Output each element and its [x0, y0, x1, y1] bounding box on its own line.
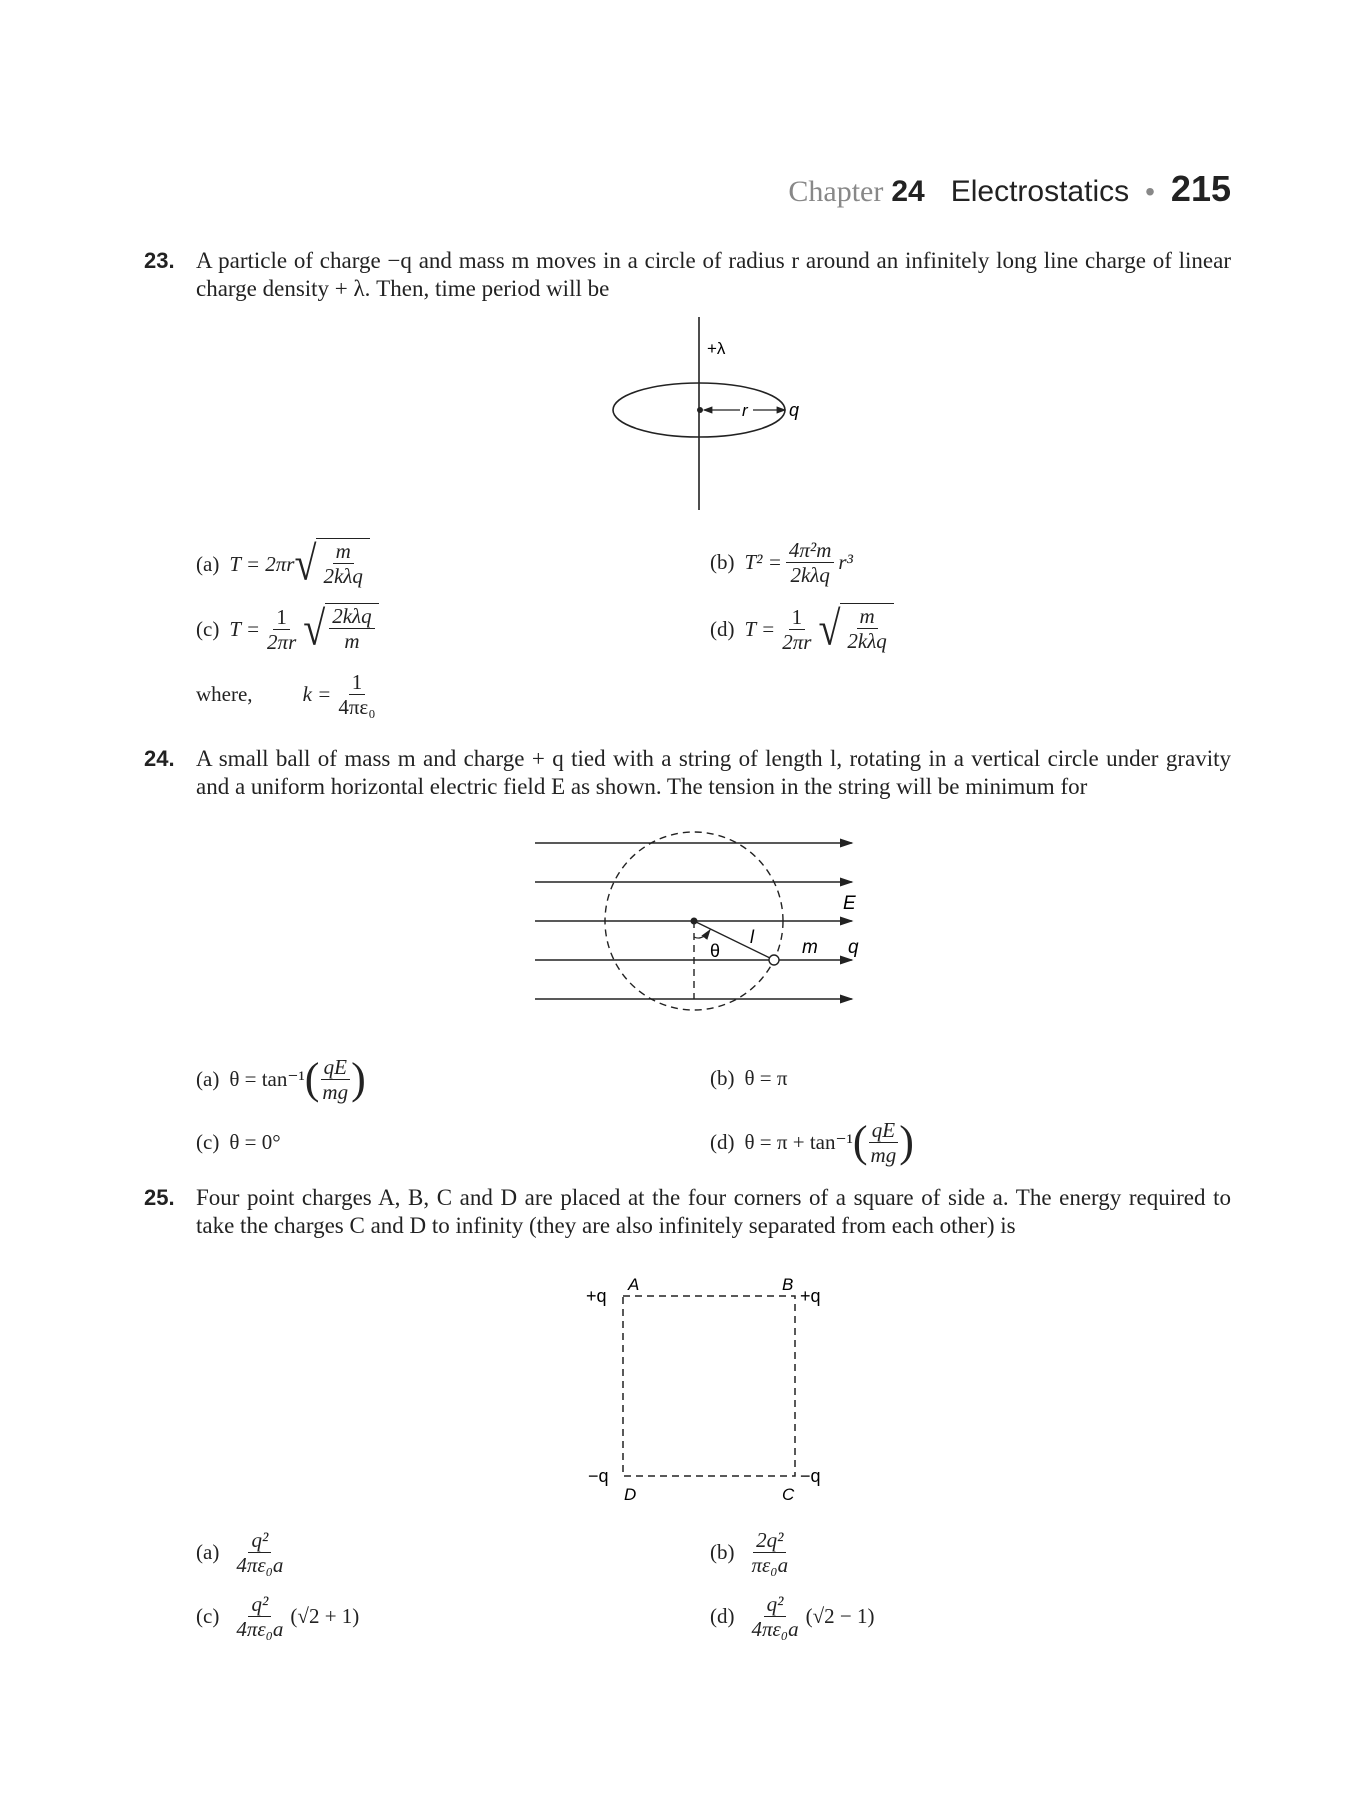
numerator: q²	[248, 1528, 271, 1553]
square-root: √ $\frac{m}{\text{2kλq}}$	[818, 603, 893, 655]
page-number: 215	[1170, 168, 1231, 209]
angle-arc	[694, 930, 710, 938]
string	[694, 921, 774, 960]
charge-label: q	[848, 937, 859, 958]
chapter-number: 24	[891, 175, 925, 208]
charge-d: −q	[588, 1466, 609, 1486]
numerator: m	[857, 604, 878, 629]
option-a[interactable]: (a) θ = tan⁻¹ ( $\frac{qE}{mg}$ )	[196, 1054, 366, 1104]
dashed-square	[623, 1296, 795, 1476]
formula-lhs: θ = 0°	[229, 1130, 281, 1154]
formula-lhs: T² =	[744, 550, 782, 574]
label-b: B	[782, 1275, 794, 1294]
option-label: (c)	[196, 616, 220, 641]
square-root: √ $\frac{\text{2kλq}}{m}$	[303, 603, 378, 655]
option-b[interactable]	[710, 1066, 788, 1091]
option-label: (b)	[710, 1540, 735, 1564]
formula-lhs: θ = π + tan⁻¹	[744, 1129, 853, 1154]
label-d: D	[624, 1485, 637, 1504]
option-label: (d)	[710, 616, 735, 641]
option-label: (b)	[710, 1066, 735, 1090]
formula-lhs: T = 2πr	[229, 551, 295, 576]
label-a: A	[628, 1275, 640, 1294]
option-c[interactable]	[196, 603, 379, 655]
charge-a: +q	[586, 1286, 607, 1306]
line-charge-figure	[600, 310, 820, 515]
option-label: (d)	[710, 1129, 735, 1154]
numerator: 4π²m	[786, 538, 834, 563]
denominator: m	[344, 629, 360, 653]
numerator: qE	[321, 1055, 350, 1080]
denominator: 2πr	[782, 629, 812, 654]
denominator: 4πε₀a	[751, 1617, 799, 1641]
charge-b: +q	[800, 1286, 821, 1306]
formula-tail: (√2 + 1)	[290, 1604, 360, 1628]
option-label: (c)	[196, 1604, 220, 1628]
question-text: A small ball of mass m and charge + q tied with a string of length l, rotating in a vertical circle under gravity and a uniform horizontal electric field E as shown. The tension in the string will be minimum for	[196, 746, 1231, 799]
charge-label: q	[789, 400, 800, 420]
denominator: mg	[870, 1142, 897, 1167]
question-text: Four point charges A, B, C and D are placed at the four corners of a square of side a. The energy required to take the charges C and D to infinity (they are also infinitely separated from each other) is	[196, 1185, 1231, 1238]
numerator: q²	[764, 1592, 787, 1617]
formula-lhs: k =	[302, 682, 332, 706]
option-label: (c)	[196, 1130, 220, 1154]
center-dot	[697, 407, 703, 413]
square-charges-figure	[580, 1270, 840, 1510]
ball	[769, 955, 779, 965]
option-label: (b)	[710, 550, 735, 574]
denominator: 4πε₀a	[236, 1553, 284, 1577]
where-clause	[196, 670, 383, 719]
chapter-title: Electrostatics	[950, 175, 1130, 208]
theta-label: θ	[710, 941, 721, 961]
option-b[interactable]	[710, 538, 853, 587]
pivot-dot	[691, 918, 698, 925]
lambda-label: +λ	[707, 339, 726, 358]
mass-label: m	[802, 937, 818, 958]
option-d[interactable]: (d) θ = π + tan⁻¹ ( $\frac{qE}{mg}$ )	[710, 1117, 914, 1167]
numerator: 1	[349, 670, 366, 695]
numerator: 2kλq	[329, 604, 374, 629]
option-a[interactable]	[196, 538, 370, 590]
chapter-word: Chapter	[788, 175, 884, 208]
numerator: 2q²	[753, 1528, 786, 1553]
formula-lhs: θ = tan⁻¹	[229, 1066, 305, 1091]
denominator: mg	[322, 1079, 349, 1104]
option-d[interactable]	[710, 1592, 874, 1641]
denominator: πε₀a	[751, 1553, 789, 1577]
formula-lhs: θ = π	[744, 1066, 788, 1090]
formula-lhs: T =	[229, 616, 261, 641]
option-label: (d)	[710, 1604, 735, 1628]
numerator: 1	[273, 605, 290, 630]
label-c: C	[782, 1485, 795, 1504]
denominator: 4πε₀a	[236, 1617, 284, 1641]
field-label: E	[843, 893, 856, 914]
option-label: (a)	[196, 551, 220, 576]
question-text: A particle of charge −q and mass m moves in a circle of radius r around an infinitely long line charge of linear charge density + λ. Then, time period will be	[196, 248, 1231, 301]
square-root: √ $\frac{m}{\text{2kλq}}$	[294, 538, 369, 590]
formula-tail: r³	[838, 550, 853, 574]
running-header	[788, 168, 1231, 210]
option-d[interactable]	[710, 603, 894, 655]
denominator: 2πr	[267, 629, 297, 654]
numerator: qE	[869, 1118, 898, 1143]
question-number: 23.	[144, 248, 175, 273]
question-number: 25.	[144, 1185, 175, 1210]
question-number: 24.	[144, 746, 175, 771]
numerator: m	[333, 539, 354, 564]
denominator: 2kλq	[847, 629, 887, 653]
denominator: 2kλq	[323, 564, 363, 588]
radius-label: r	[742, 401, 748, 420]
option-label: (a)	[196, 1540, 220, 1564]
where-label: where,	[196, 682, 253, 706]
numerator: q²	[248, 1592, 271, 1617]
option-c[interactable]	[196, 1130, 281, 1155]
option-c[interactable]	[196, 1592, 359, 1641]
option-label: (a)	[196, 1066, 220, 1091]
option-a[interactable]	[196, 1528, 290, 1577]
bullet-icon: •	[1145, 176, 1155, 207]
formula-lhs: T =	[744, 616, 776, 641]
formula-tail: (√2 − 1)	[805, 1604, 875, 1628]
electric-field-figure	[530, 825, 900, 1025]
option-b[interactable]	[710, 1528, 795, 1577]
numerator: 1	[789, 605, 806, 630]
charge-c: −q	[800, 1466, 821, 1486]
length-label: l	[750, 927, 754, 947]
denominator: 4πε₀	[338, 695, 376, 719]
denominator: 2kλq	[790, 563, 830, 587]
